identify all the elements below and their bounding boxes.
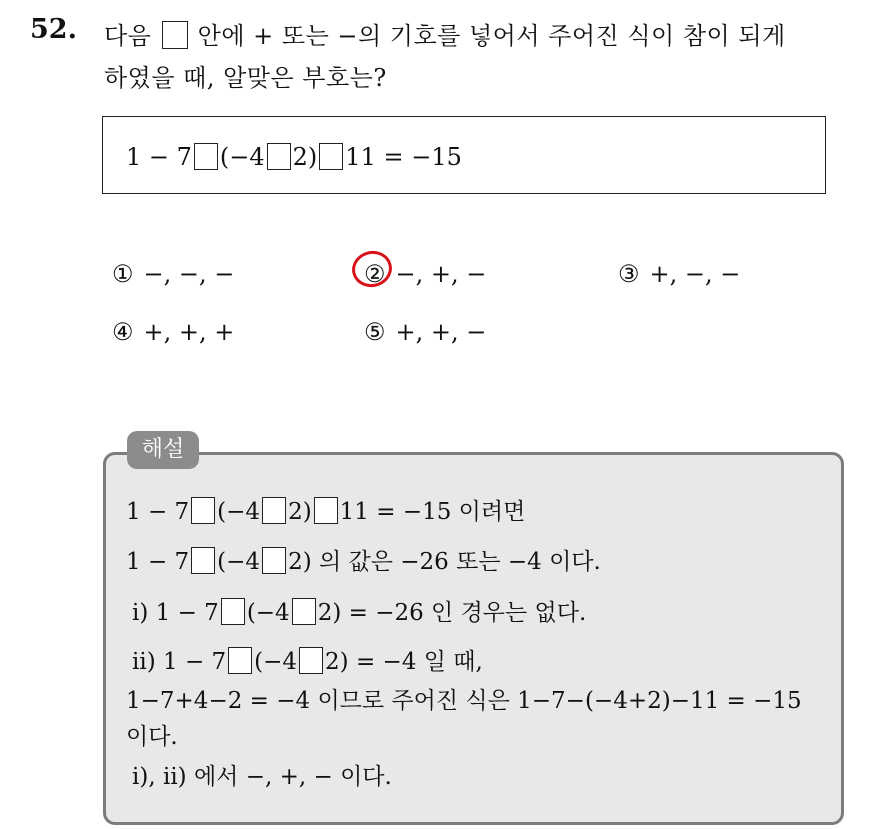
solution-line-6: 이다.: [126, 724, 178, 750]
solution-text: 2): [288, 499, 312, 525]
choice-5[interactable]: [364, 318, 486, 346]
solution-text: (−4: [217, 549, 261, 575]
equation: [126, 143, 462, 171]
solution-blank: [299, 647, 323, 674]
solution-text: 1 − 7: [126, 499, 190, 525]
solution-text: (−4: [246, 600, 290, 626]
equation-part: 1 − 7: [126, 143, 192, 171]
solution-text: 11 = −15 이려면: [339, 499, 526, 525]
question-text-a: 다음: [104, 22, 152, 50]
equation-part: (−4: [219, 143, 265, 171]
choice-text: −, −, −: [143, 260, 235, 288]
solution-text: 2) = −26 인 경우는 없다.: [317, 600, 587, 626]
choice-text: +, +, +: [143, 318, 235, 346]
solution-text: (−4: [217, 499, 261, 525]
question-line-2: 하였을 때, 알맞은 부호는?: [104, 64, 387, 92]
solution-line-3: [132, 594, 586, 627]
solution-blank: [314, 497, 338, 524]
solution-blank: [262, 497, 286, 524]
choice-text: −, +, −: [395, 260, 487, 288]
solution-text: 2) 의 값은 −26 또는 −4 이다.: [288, 549, 601, 575]
choice-number: ⑤: [364, 318, 386, 346]
solution-tag: 해설: [127, 431, 199, 469]
equation-part: 11 = −15: [345, 143, 462, 171]
choice-1[interactable]: [112, 260, 234, 288]
equation-blank: [267, 143, 291, 170]
solution-text: 1 − 7: [126, 549, 190, 575]
solution-line-7: ⅰ), ⅱ) 에서 −, +, − 이다.: [132, 764, 392, 790]
solution-line-5: 1−7+4−2 = −4 이므로 주어진 식은 1−7−(−4+2)−11 = −15: [126, 688, 802, 714]
equation-blank: [319, 143, 343, 170]
solution-line-1: [126, 493, 525, 526]
solution-text: ⅰ) 1 − 7: [132, 600, 219, 626]
choice-number: ④: [112, 318, 134, 346]
solution-blank: [191, 547, 215, 574]
question-text-b: 안에 + 또는 −의 기호를 넣어서 주어진 식이 참이 되게: [197, 22, 786, 50]
solution-blank: [221, 598, 245, 625]
question-number: 52.: [30, 14, 77, 45]
choice-number: ②: [364, 260, 386, 288]
solution-blank: [262, 547, 286, 574]
choice-number: ③: [618, 260, 640, 288]
choice-number: ①: [112, 260, 134, 288]
solution-line-4: [132, 643, 483, 676]
blank-box: [162, 21, 188, 49]
solution-blank: [292, 598, 316, 625]
solution-text: (−4: [254, 649, 298, 675]
solution-blank: [191, 497, 215, 524]
solution-line-2: [126, 543, 601, 576]
question-line-1: [104, 16, 786, 51]
choice-text: +, +, −: [395, 318, 487, 346]
choice-text: +, −, −: [649, 260, 741, 288]
solution-text: ⅱ) 1 − 7: [132, 649, 227, 675]
solution-blank: [228, 647, 252, 674]
choice-3[interactable]: [618, 260, 740, 288]
choice-4[interactable]: [112, 318, 234, 346]
equation-blank: [194, 143, 218, 170]
equation-part: 2): [292, 143, 318, 171]
solution-text: 2) = −4 일 때,: [325, 649, 483, 675]
